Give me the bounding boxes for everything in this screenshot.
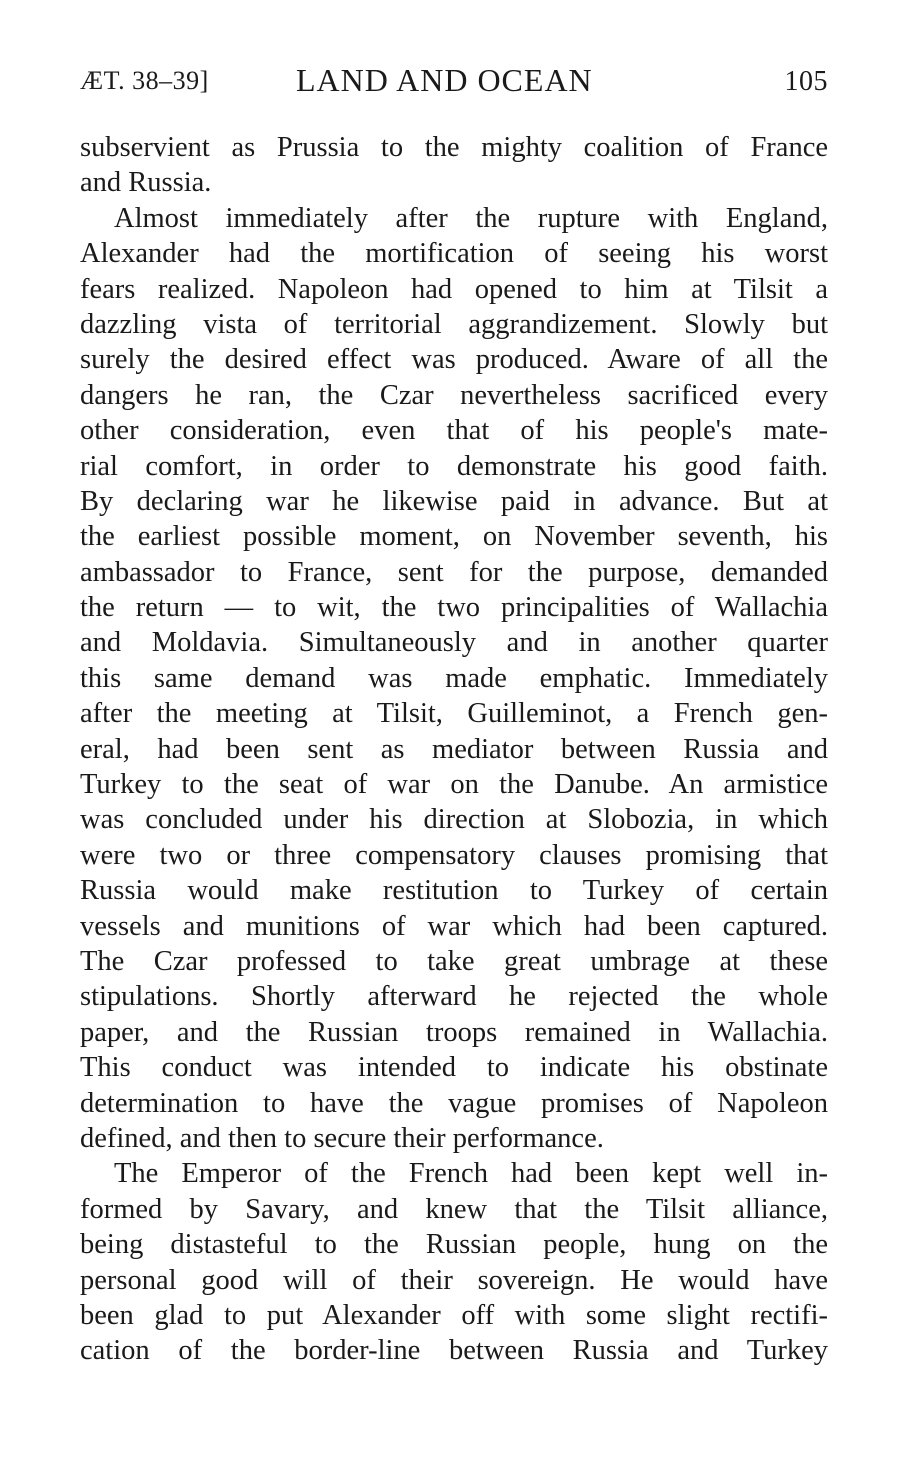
text-line: surely the desired effect was produced. Aware of all the — [80, 344, 828, 376]
text-line: By declaring war he likewise paid in advance. But at — [80, 485, 828, 517]
text-line: Russia would make restitution to Turkey of certain — [80, 875, 828, 907]
text-line: rial comfort, in order to demonstrate his good faith. — [80, 450, 828, 482]
text-line: dangers he ran, the Czar nevertheless sacrificed every — [80, 379, 828, 411]
book-page — [80, 62, 828, 1369]
running-head-age: ÆT. 38–39] — [80, 66, 209, 95]
text-line: paper, and the Russian troops remained in Wallachia. — [80, 1016, 828, 1048]
text-line: vessels and munitions of war which had been captured. — [80, 910, 828, 942]
text-line: was concluded under his direction at Slobozia, in which — [80, 804, 828, 836]
text-line: after the meeting at Tilsit, Guilleminot, a French gen- — [80, 698, 828, 730]
text-line: and Moldavia. Simultaneously and in another quarter — [80, 627, 828, 659]
body-text — [80, 130, 828, 1369]
text-line: the earliest possible moment, on November seventh, his — [80, 521, 828, 553]
paragraph — [80, 130, 828, 201]
text-line: The Emperor of the French had been kept well in- — [114, 1158, 828, 1190]
text-line: determination to have the vague promises of Napoleon — [80, 1087, 828, 1119]
text-line: were two or three compensatory clauses promising that — [80, 839, 828, 871]
text-line: this same demand was made emphatic. Immediately — [80, 662, 828, 694]
text-line: dazzling vista of territorial aggrandizement. Slowly but — [80, 308, 828, 340]
text-line: personal good will of their sovereign. He would have — [80, 1264, 828, 1296]
text-line: other consideration, even that of his people's mate- — [80, 415, 828, 447]
text-line: ambassador to France, sent for the purpose, demanded — [80, 556, 828, 588]
text-line: been glad to put Alexander off with some slight rectifi- — [80, 1299, 828, 1331]
page-number: 105 — [784, 66, 828, 97]
text-line: Alexander had the mortification of seeing his worst — [80, 238, 828, 270]
text-line: Almost immediately after the rupture with England, — [114, 202, 828, 234]
text-line: Turkey to the seat of war on the Danube. An armistice — [80, 769, 828, 801]
paragraph — [80, 201, 828, 1157]
text-line: stipulations. Shortly afterward he rejected the whole — [80, 981, 828, 1013]
text-line: This conduct was intended to indicate his obstinate — [80, 1052, 828, 1084]
text-line: being distasteful to the Russian people, hung on the — [80, 1229, 828, 1261]
running-head — [80, 62, 828, 108]
text-line: defined, and then to secure their performance. — [80, 1122, 604, 1154]
text-line: and Russia. — [80, 167, 212, 199]
text-line: cation of the border-line between Russia and Turkey — [80, 1335, 828, 1367]
paragraph — [80, 1156, 828, 1368]
text-line: formed by Savary, and knew that the Tilsit alliance, — [80, 1193, 828, 1225]
text-line: The Czar professed to take great umbrage at these — [80, 945, 828, 977]
text-line: subservient as Prussia to the mighty coalition of France — [80, 132, 828, 163]
text-line: the return — to wit, the two principalities of Wallachia — [80, 592, 828, 624]
running-head-title: LAND AND OCEAN — [296, 62, 593, 98]
text-line: fears realized. Napoleon had opened to him at Tilsit a — [80, 273, 828, 305]
text-line: eral, had been sent as mediator between Russia and — [80, 733, 828, 765]
